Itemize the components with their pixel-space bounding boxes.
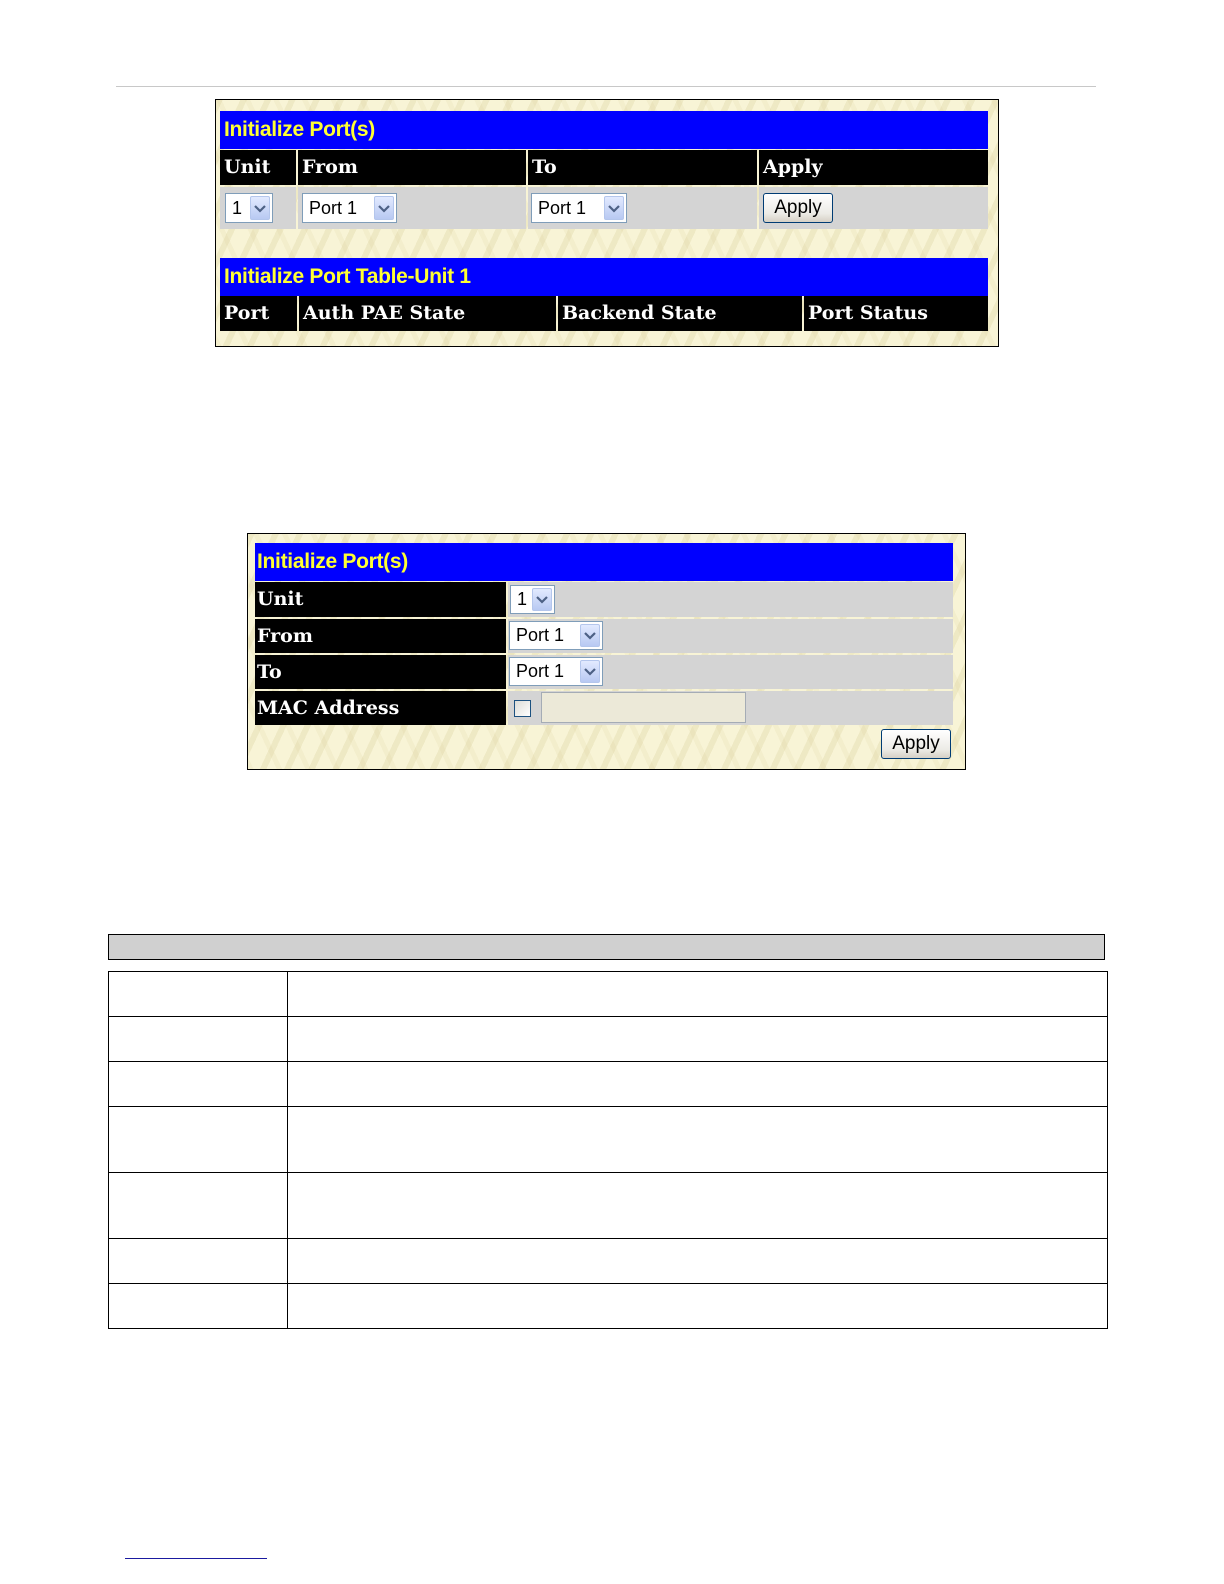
header-port: Port xyxy=(220,296,297,331)
apply-button[interactable]: Apply xyxy=(763,193,833,223)
unit-select-value: 1 xyxy=(232,198,243,218)
chevron-down-icon[interactable] xyxy=(374,196,394,220)
table-row-divider xyxy=(109,1016,1107,1017)
label-to: To xyxy=(255,655,506,689)
header-from: From xyxy=(298,150,526,185)
mac-value-cell xyxy=(508,691,953,725)
header-to: To xyxy=(528,150,757,185)
chevron-down-icon[interactable] xyxy=(604,196,624,220)
to-select-value: Port 1 xyxy=(516,661,565,681)
unit-select[interactable] xyxy=(510,585,555,614)
label-unit: Unit xyxy=(255,582,506,617)
page-top-rule xyxy=(116,86,1096,87)
panel-title: Initialize Port(s) xyxy=(220,111,988,149)
initialize-ports-panel-mac xyxy=(247,533,966,770)
port-table-title: Initialize Port Table-Unit 1 xyxy=(220,258,988,296)
header-backend-state: Backend State xyxy=(558,296,802,331)
header-unit: Unit xyxy=(220,150,296,185)
to-select-value: Port 1 xyxy=(538,198,587,218)
mac-address-checkbox[interactable] xyxy=(514,700,531,717)
chevron-down-icon[interactable] xyxy=(580,660,600,683)
from-cell xyxy=(298,187,526,229)
to-port-select[interactable] xyxy=(531,193,627,223)
description-table xyxy=(108,971,1108,1329)
table-row-divider xyxy=(109,1061,1107,1062)
initialize-ports-panel-table xyxy=(215,99,999,347)
to-port-select[interactable] xyxy=(509,657,603,686)
to-cell xyxy=(528,187,757,229)
footer-link-underline xyxy=(125,1558,267,1559)
from-port-select[interactable] xyxy=(509,621,603,650)
table-row-divider xyxy=(109,1172,1107,1173)
header-auth-pae-state: Auth PAE State xyxy=(299,296,556,331)
table-row-divider xyxy=(109,1283,1107,1284)
unit-cell xyxy=(220,187,296,229)
header-port-status: Port Status xyxy=(804,296,988,331)
table-column-divider xyxy=(287,972,288,1328)
panel-title: Initialize Port(s) xyxy=(255,543,953,581)
description-table-header xyxy=(108,934,1105,960)
label-from: From xyxy=(255,619,506,653)
table-row-divider xyxy=(109,1238,1107,1239)
unit-select-value: 1 xyxy=(517,589,528,609)
header-apply: Apply xyxy=(759,150,988,185)
unit-select[interactable] xyxy=(225,193,273,223)
from-value-cell xyxy=(508,619,953,653)
from-select-value: Port 1 xyxy=(516,625,565,645)
from-port-select[interactable] xyxy=(302,193,397,223)
from-select-value: Port 1 xyxy=(309,198,358,218)
table-row-divider xyxy=(109,1106,1107,1107)
chevron-down-icon[interactable] xyxy=(580,624,600,647)
to-value-cell xyxy=(508,655,953,689)
mac-address-input[interactable] xyxy=(541,692,746,723)
chevron-down-icon[interactable] xyxy=(250,196,270,220)
apply-cell xyxy=(759,187,988,229)
label-mac-address: MAC Address xyxy=(255,691,506,725)
unit-value-cell xyxy=(508,582,953,617)
apply-button[interactable]: Apply xyxy=(881,729,951,759)
chevron-down-icon[interactable] xyxy=(532,588,552,611)
